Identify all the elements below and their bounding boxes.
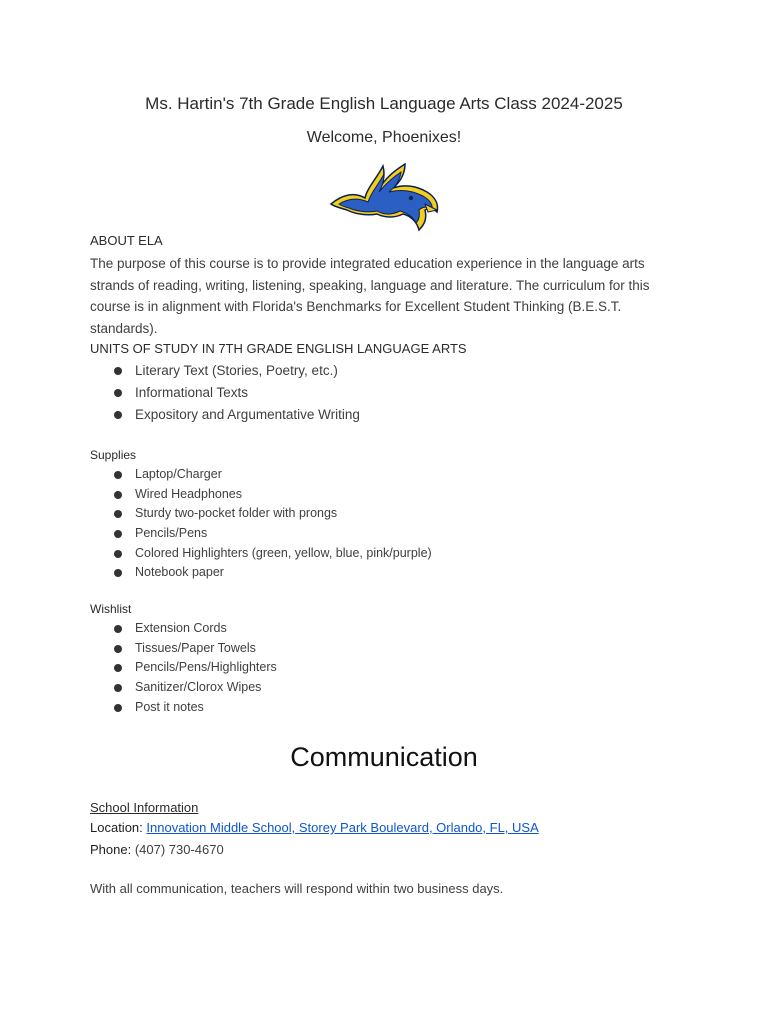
bullet-icon bbox=[114, 645, 122, 653]
bullet-icon bbox=[114, 471, 122, 479]
wishlist-heading: Wishlist bbox=[90, 602, 132, 616]
location-link[interactable]: Innovation Middle School, Storey Park Boulevard, Orlando, FL, USA bbox=[146, 820, 539, 835]
phone-value: (407) 730-4670 bbox=[134, 842, 224, 857]
list-item bbox=[90, 698, 690, 718]
list-item-text: Literary Text (Stories, Poetry, etc.) bbox=[135, 363, 338, 378]
list-item bbox=[90, 504, 690, 524]
list-item bbox=[90, 465, 690, 485]
list-item-text: Informational Texts bbox=[135, 384, 249, 400]
bullet-icon bbox=[114, 491, 122, 499]
list-item bbox=[90, 404, 690, 426]
list-item bbox=[90, 563, 690, 583]
units-of-study-heading: UNITS OF STUDY IN 7TH GRADE ENGLISH LANGUAGE ARTS bbox=[90, 341, 467, 356]
bullet-icon bbox=[114, 367, 122, 375]
list-item bbox=[90, 360, 690, 382]
list-item-text: Expository and Argumentative Writing bbox=[135, 406, 360, 422]
supplies-list bbox=[90, 465, 690, 583]
phone-label: Phone: bbox=[90, 842, 132, 857]
welcome-subtitle: Welcome, Phoenixes! bbox=[306, 129, 462, 146]
list-item bbox=[90, 678, 690, 698]
list-item-text: Sanitizer/Clorox Wipes bbox=[135, 680, 262, 695]
list-item bbox=[90, 524, 690, 544]
list-item bbox=[90, 382, 690, 404]
list-item bbox=[90, 619, 690, 639]
bullet-icon bbox=[114, 411, 122, 419]
bullet-icon bbox=[114, 510, 122, 518]
list-item-text: Post it notes bbox=[135, 699, 204, 714]
list-item-text: Notebook paper bbox=[135, 565, 224, 580]
list-item-text: Pencils/Pens bbox=[135, 526, 208, 541]
list-item-text: Wired Headphones bbox=[135, 486, 243, 501]
about-ela-heading: ABOUT ELA bbox=[90, 233, 163, 248]
list-item-text: Extension Cords bbox=[135, 621, 227, 635]
response-time-note: With all communication, teachers will respond within two business days. bbox=[90, 881, 504, 896]
about-ela-paragraph: The purpose of this course is to provide integrated education experience in the language arts strands of reading, writing, listening, speaking, language and literature. The curriculum for this course is in alignment with Florida's Benchmarks for Excellent Student Thinking (B.E.S.T. standards). bbox=[90, 256, 650, 336]
list-item bbox=[90, 485, 690, 505]
bullet-icon bbox=[114, 569, 122, 577]
wishlist-list bbox=[90, 619, 690, 717]
phone-line bbox=[90, 842, 690, 857]
list-item-text: Pencils/Pens/Highlighters bbox=[135, 660, 277, 675]
bullet-icon bbox=[114, 530, 122, 538]
location-label: Location: bbox=[90, 820, 143, 835]
supplies-heading: Supplies bbox=[90, 448, 137, 462]
list-item bbox=[90, 658, 690, 678]
bullet-icon bbox=[114, 389, 122, 397]
list-item-text: Laptop/Charger bbox=[135, 467, 222, 481]
phoenix-logo-icon bbox=[329, 160, 441, 232]
list-item bbox=[90, 544, 690, 564]
page-title: Ms. Hartin's 7th Grade English Language Arts Class 2024-2025 bbox=[145, 94, 623, 113]
list-item-text: Colored Highlighters (green, yellow, blue, pink/purple) bbox=[135, 545, 432, 560]
bullet-icon bbox=[114, 550, 122, 558]
bullet-icon bbox=[114, 625, 122, 633]
bullet-icon bbox=[114, 664, 122, 672]
list-item-text: Sturdy two-pocket folder with prongs bbox=[135, 506, 338, 521]
list-item-text: Tissues/Paper Towels bbox=[135, 640, 256, 655]
bullet-icon bbox=[114, 704, 122, 712]
communication-heading: Communication bbox=[290, 742, 478, 772]
list-item bbox=[90, 639, 690, 659]
school-information-label: School Information bbox=[90, 800, 199, 815]
location-line bbox=[90, 820, 690, 835]
units-list bbox=[90, 360, 690, 425]
bullet-icon bbox=[114, 684, 122, 692]
